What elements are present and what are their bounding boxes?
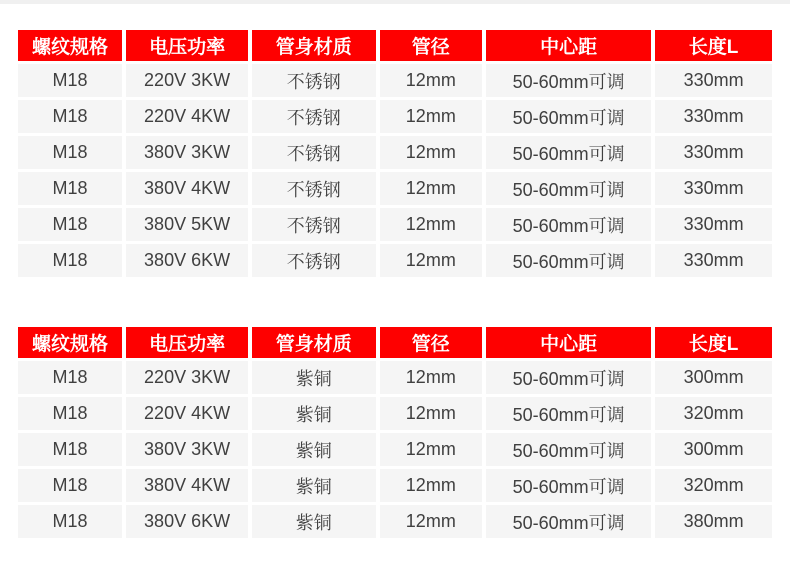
header-cell: 中心距 [486,327,651,358]
table-cell: 12mm [380,361,483,394]
table-cell: 紫铜 [252,433,375,466]
table-cell: M18 [18,469,122,502]
table-cell: 不锈钢 [252,64,375,97]
table-cell: 300mm [655,433,772,466]
table-cell: 12mm [380,64,483,97]
table-cell: 不锈钢 [252,244,375,277]
header-cell: 电压功率 [126,30,248,61]
table-cell: 300mm [655,361,772,394]
table-row [18,64,772,97]
table-cell: M18 [18,64,122,97]
table-cell: 50-60mm可调 [486,100,651,133]
table-cell: 380V 4KW [126,469,248,502]
table-cell: M18 [18,433,122,466]
table-cell: M18 [18,397,122,430]
table-cell: 紫铜 [252,361,375,394]
table-row [18,100,772,133]
table-cell: 320mm [655,397,772,430]
table-cell: 12mm [380,433,483,466]
table-cell: 12mm [380,244,483,277]
table-cell: 不锈钢 [252,172,375,205]
table-cell: 不锈钢 [252,136,375,169]
header-cell: 管身材质 [252,327,375,358]
table-cell: 330mm [655,64,772,97]
table-cell: 380V 4KW [126,172,248,205]
table-cell: 50-60mm可调 [486,469,651,502]
table-cell: 紫铜 [252,505,375,538]
table-row [18,505,772,538]
header-cell: 螺纹规格 [18,30,122,61]
table-cell: 12mm [380,397,483,430]
table-cell: 紫铜 [252,397,375,430]
table-cell: 紫铜 [252,469,375,502]
table-cell: 12mm [380,136,483,169]
table-cell: 50-60mm可调 [486,433,651,466]
table-cell: 50-60mm可调 [486,208,651,241]
header-cell: 管径 [380,30,483,61]
table-cell: 50-60mm可调 [486,505,651,538]
table-cell: 380V 3KW [126,433,248,466]
table-cell: 380V 3KW [126,136,248,169]
table-cell: 不锈钢 [252,208,375,241]
table-cell: M18 [18,505,122,538]
table-cell: 220V 4KW [126,100,248,133]
table-row [18,136,772,169]
table-cell: M18 [18,100,122,133]
table-row [18,433,772,466]
table-cell: 330mm [655,244,772,277]
table-cell: M18 [18,244,122,277]
tables-container [0,4,790,541]
header-row [18,30,772,61]
header-cell: 电压功率 [126,327,248,358]
table-cell: 380V 6KW [126,505,248,538]
table-cell: 12mm [380,505,483,538]
table-cell: M18 [18,172,122,205]
table-row [18,469,772,502]
table-cell: M18 [18,208,122,241]
table-cell: 320mm [655,469,772,502]
table-cell: 380V 5KW [126,208,248,241]
table-cell: 330mm [655,208,772,241]
header-row [18,327,772,358]
table-cell: 220V 4KW [126,397,248,430]
header-cell: 长度L [655,327,772,358]
table-cell: 220V 3KW [126,361,248,394]
table-cell: M18 [18,136,122,169]
table-cell: 50-60mm可调 [486,361,651,394]
table-row [18,244,772,277]
table-cell: 12mm [380,208,483,241]
table-cell: 50-60mm可调 [486,64,651,97]
header-cell: 螺纹规格 [18,327,122,358]
table-cell: 12mm [380,100,483,133]
table-cell: 330mm [655,136,772,169]
table-cell: 50-60mm可调 [486,397,651,430]
table-cell: 50-60mm可调 [486,136,651,169]
table-row [18,172,772,205]
table-cell: 380V 6KW [126,244,248,277]
table-cell: 220V 3KW [126,64,248,97]
table-cell: 12mm [380,172,483,205]
table-cell: 12mm [380,469,483,502]
header-cell: 中心距 [486,30,651,61]
table-cell: 50-60mm可调 [486,244,651,277]
table-row [18,361,772,394]
table-row [18,397,772,430]
table-cell: 50-60mm可调 [486,172,651,205]
header-cell: 长度L [655,30,772,61]
table-cell: 不锈钢 [252,100,375,133]
table-cell: 380mm [655,505,772,538]
header-cell: 管径 [380,327,483,358]
table-cell: 330mm [655,100,772,133]
spec-table-2 [14,324,776,541]
table-cell: 330mm [655,172,772,205]
spec-table-1 [14,27,776,280]
table-cell: M18 [18,361,122,394]
table-row [18,208,772,241]
header-cell: 管身材质 [252,30,375,61]
